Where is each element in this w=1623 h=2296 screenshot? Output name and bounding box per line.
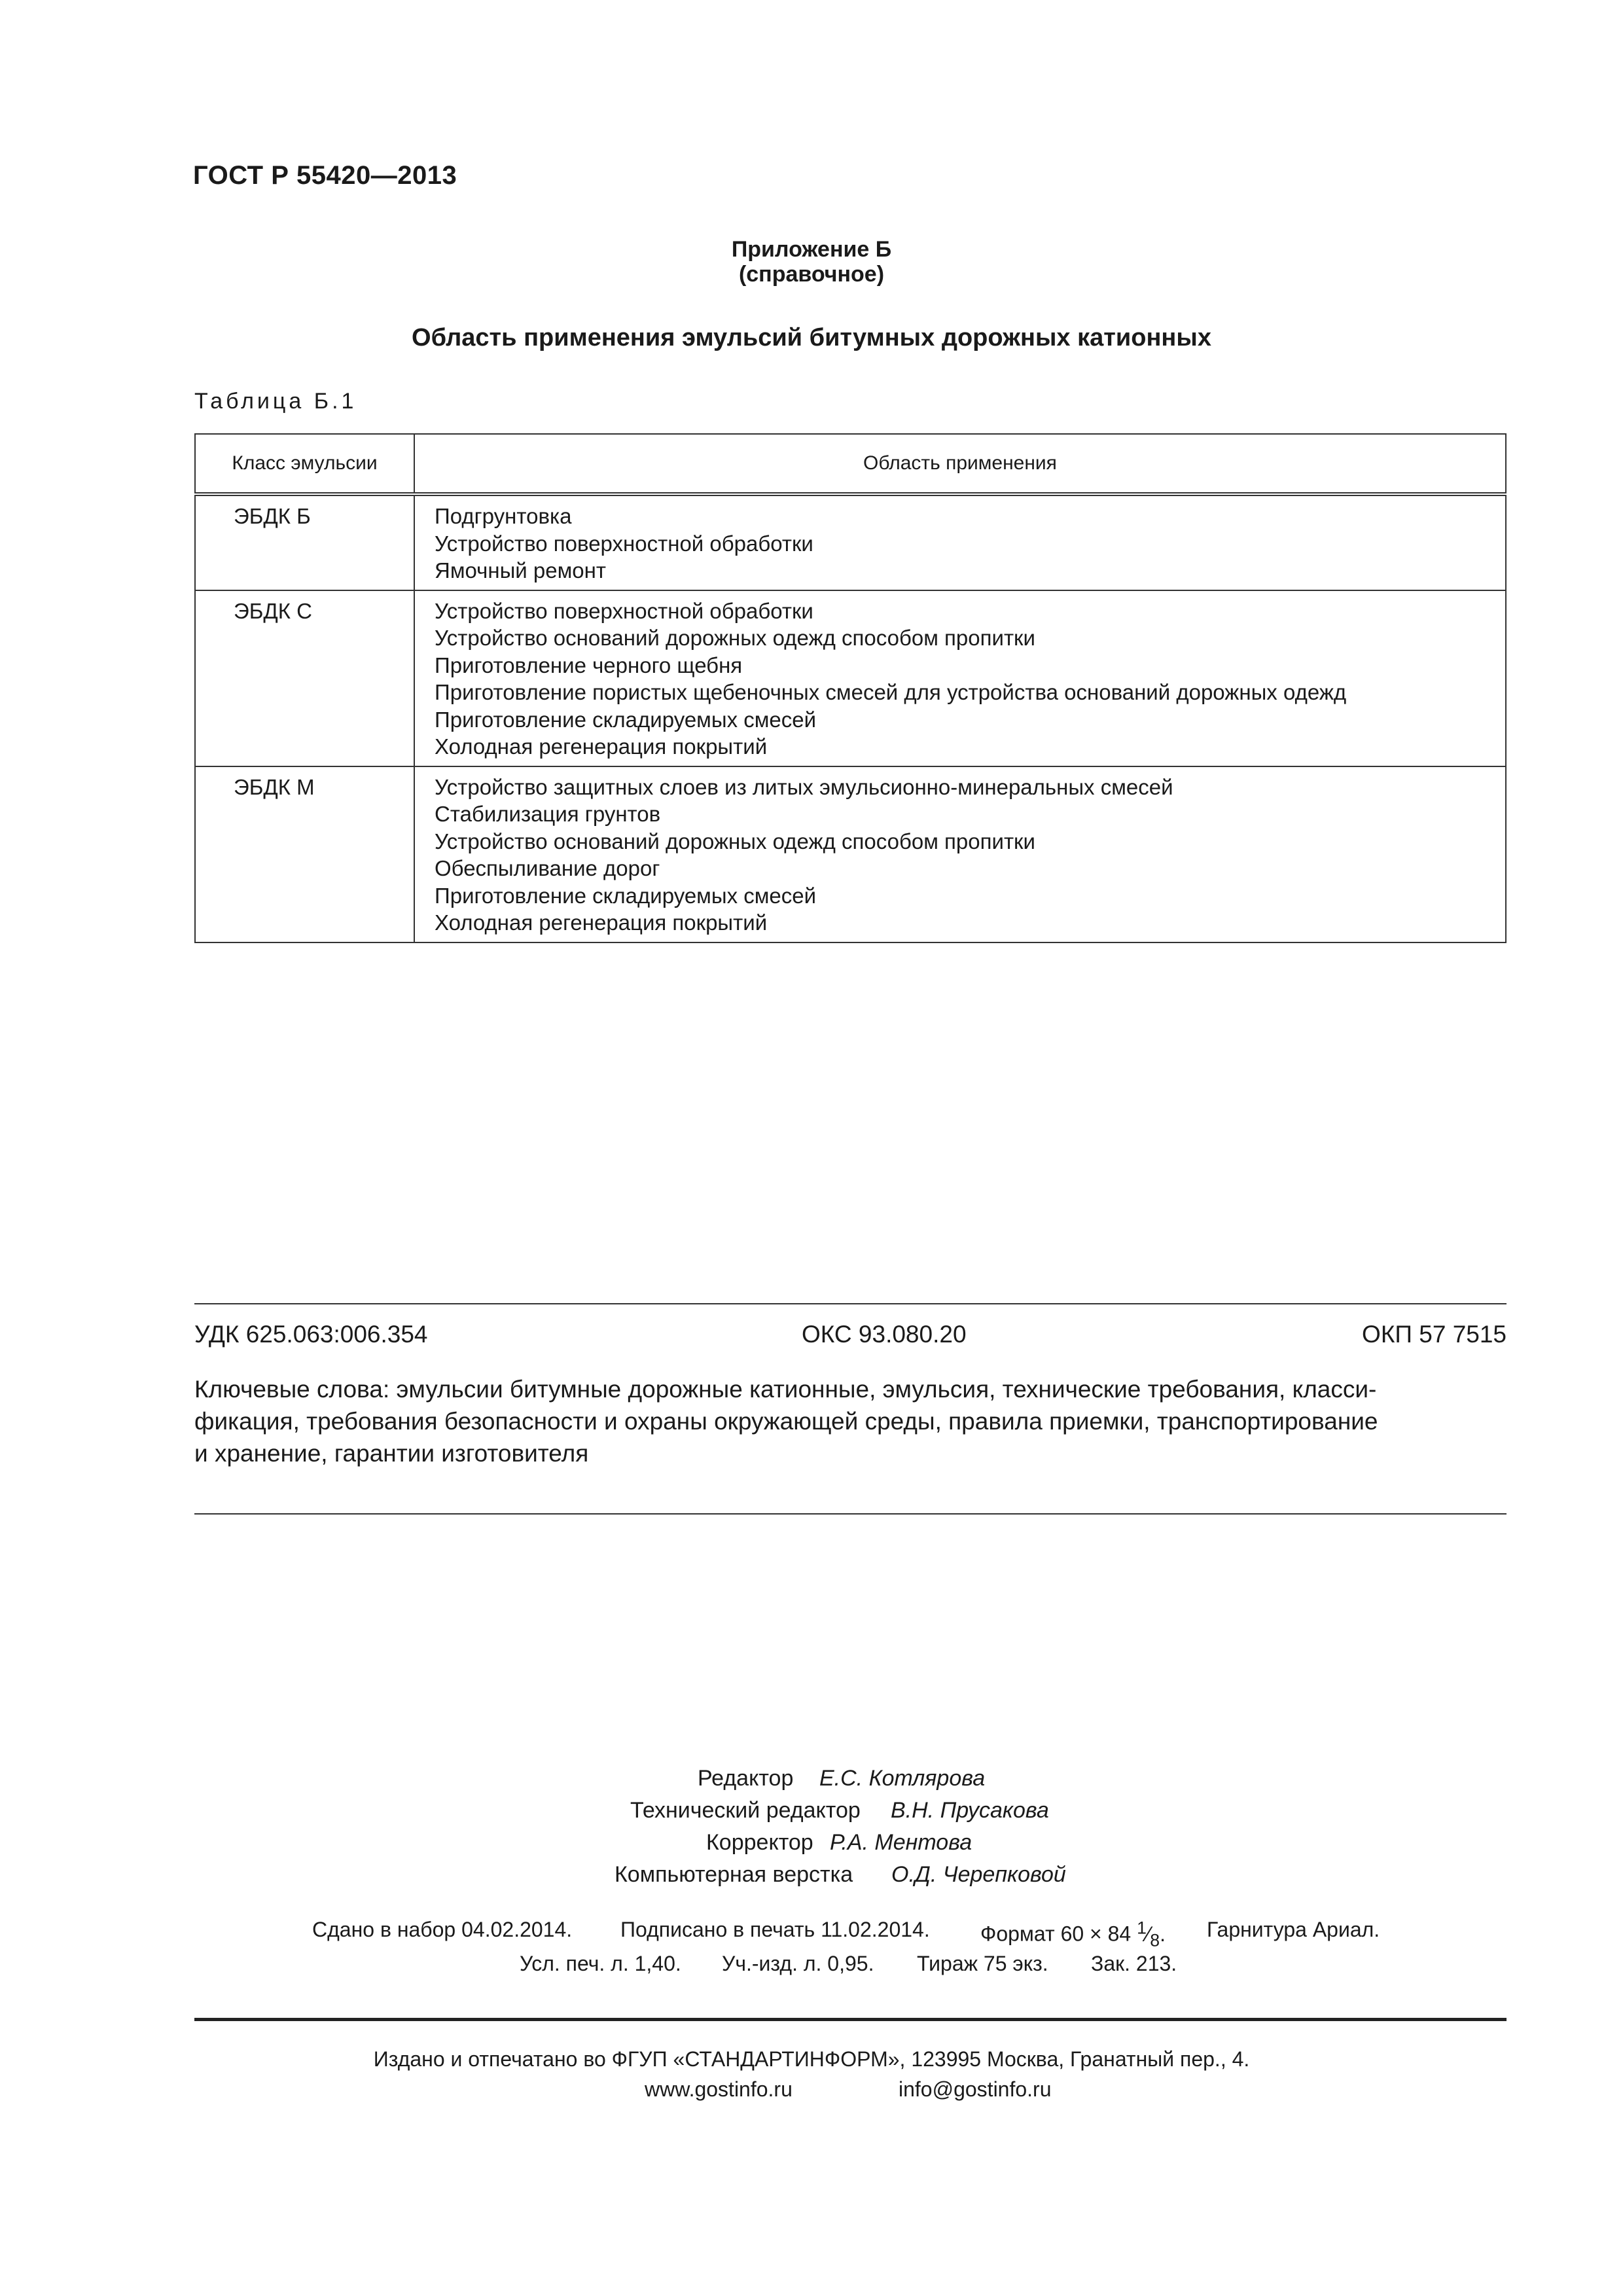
credit-role: Редактор bbox=[698, 1766, 794, 1791]
keywords-line: Ключевые слова: эмульсии битумные дорожные катионные, эмульсия, технические требования, класси- bbox=[194, 1376, 1377, 1403]
credit-layout bbox=[0, 1859, 1623, 1891]
divider-bottom bbox=[194, 1513, 1507, 1515]
appendix-subtitle: (справочное) bbox=[738, 262, 885, 287]
format-denominator: 8 bbox=[1150, 1930, 1160, 1950]
oks-code: ОКС 93.080.20 bbox=[802, 1321, 967, 1348]
credit-role: Технический редактор bbox=[630, 1798, 861, 1823]
emulsion-class-cell: ЭБДК С bbox=[195, 590, 414, 766]
format-numerator: 1 bbox=[1137, 1918, 1147, 1937]
credit-name: Е.С. Котлярова bbox=[819, 1766, 986, 1791]
keywords-line: фикация, требования безопасности и охраны окружающей среды, правила приемки, транспортирование bbox=[194, 1408, 1378, 1435]
format-label: Формат 60 bbox=[980, 1922, 1084, 1946]
credit-technical-editor bbox=[0, 1795, 1623, 1827]
use-item: Приготовление пористых щебеночных смесей для устройства оснований дорожных одежд bbox=[435, 680, 1347, 704]
credit-role: Компьютерная верстка bbox=[615, 1862, 853, 1887]
imprint-submitted: Сдано в набор 04.02.2014. bbox=[312, 1918, 573, 1941]
use-item: Обеспыливание дорог bbox=[435, 856, 660, 880]
use-item: Ямочный ремонт bbox=[435, 558, 606, 583]
publisher-email: info@gostinfo.ru bbox=[899, 2077, 1052, 2101]
use-item: Приготовление складируемых смесей bbox=[435, 707, 817, 732]
divider-top bbox=[194, 1303, 1507, 1304]
use-item: Приготовление складируемых смесей bbox=[435, 883, 817, 908]
imprint-order: Зак. 213. bbox=[1091, 1952, 1177, 1975]
use-item: Приготовление черного щебня bbox=[435, 653, 743, 677]
emulsion-application-table bbox=[194, 433, 1507, 943]
editorial-credits bbox=[0, 1763, 1623, 1891]
emulsion-class-cell: ЭБДК М bbox=[195, 766, 414, 942]
appendix-title: Приложение Б bbox=[731, 237, 892, 262]
use-item: Устройство оснований дорожных одежд способом пропитки bbox=[435, 829, 1035, 853]
okp-code: ОКП 57 7515 bbox=[1362, 1321, 1507, 1348]
keywords-paragraph bbox=[194, 1373, 1507, 1469]
use-item: Холодная регенерация покрытий bbox=[435, 734, 768, 759]
imprint-circulation: Тираж 75 экз. bbox=[917, 1952, 1048, 1975]
emulsion-class-cell: ЭБДК Б bbox=[195, 494, 414, 590]
table-label: Таблица Б.1 bbox=[194, 389, 357, 414]
credit-editor bbox=[0, 1763, 1623, 1795]
credit-name: О.Д. Черепковой bbox=[891, 1862, 1066, 1887]
format-value: 84 bbox=[1107, 1922, 1132, 1946]
use-item: Устройство поверхностной обработки bbox=[435, 598, 813, 623]
format-fraction: $^1⁄_8$. bbox=[1137, 1918, 1166, 1950]
publisher-website: www.gostinfo.ru bbox=[645, 2077, 793, 2101]
publisher-line: Издано и отпечатано во ФГУП «СТАНДАРТИНФОРМ», 123995 Москва, Гранатный пер., 4. bbox=[373, 2047, 1250, 2071]
table-row bbox=[195, 494, 1506, 590]
udk-code: УДК 625.063:006.354 bbox=[194, 1321, 428, 1348]
keywords-line: и хранение, гарантии изготовителя bbox=[194, 1440, 589, 1467]
use-item: Устройство поверхностной обработки bbox=[435, 531, 813, 556]
table-header-row bbox=[195, 434, 1506, 494]
application-cell bbox=[414, 766, 1506, 942]
imprint-sheets: Усл. печ. л. 1,40. bbox=[520, 1952, 681, 1975]
use-item: Устройство защитных слоев из литых эмульсионно-минеральных смесей bbox=[435, 774, 1173, 799]
use-item: Стабилизация грунтов bbox=[435, 802, 661, 826]
imprint-format bbox=[980, 1918, 1166, 1950]
use-item: Устройство оснований дорожных одежд способом пропитки bbox=[435, 626, 1035, 650]
imprint-pub-sheets: Уч.-изд. л. 0,95. bbox=[722, 1952, 874, 1975]
header-emulsion-class: Класс эмульсии bbox=[195, 434, 414, 494]
section-title: Область применения эмульсий битумных дорожных катионных bbox=[412, 324, 1211, 351]
classification-codes bbox=[194, 1321, 1507, 1351]
imprint-divider bbox=[194, 2018, 1507, 2021]
imprint-signed: Подписано в печать 11.02.2014. bbox=[620, 1918, 930, 1941]
credit-proofreader bbox=[0, 1827, 1623, 1859]
table-row bbox=[195, 766, 1506, 942]
use-item: Холодная регенерация покрытий bbox=[435, 910, 768, 935]
use-item: Подгрунтовка bbox=[435, 504, 572, 528]
credit-role: Корректор bbox=[706, 1830, 813, 1855]
table-row bbox=[195, 590, 1506, 766]
document-code: ГОСТ Р 55420—2013 bbox=[193, 161, 457, 190]
credit-name: В.Н. Прусакова bbox=[891, 1798, 1049, 1823]
imprint-typeface: Гарнитура Ариал. bbox=[1207, 1918, 1380, 1941]
format-times: × bbox=[1090, 1922, 1102, 1946]
application-cell bbox=[414, 590, 1506, 766]
credit-name: Р.А. Ментова bbox=[830, 1830, 972, 1855]
header-application-area: Область применения bbox=[414, 434, 1506, 494]
application-cell bbox=[414, 494, 1506, 590]
